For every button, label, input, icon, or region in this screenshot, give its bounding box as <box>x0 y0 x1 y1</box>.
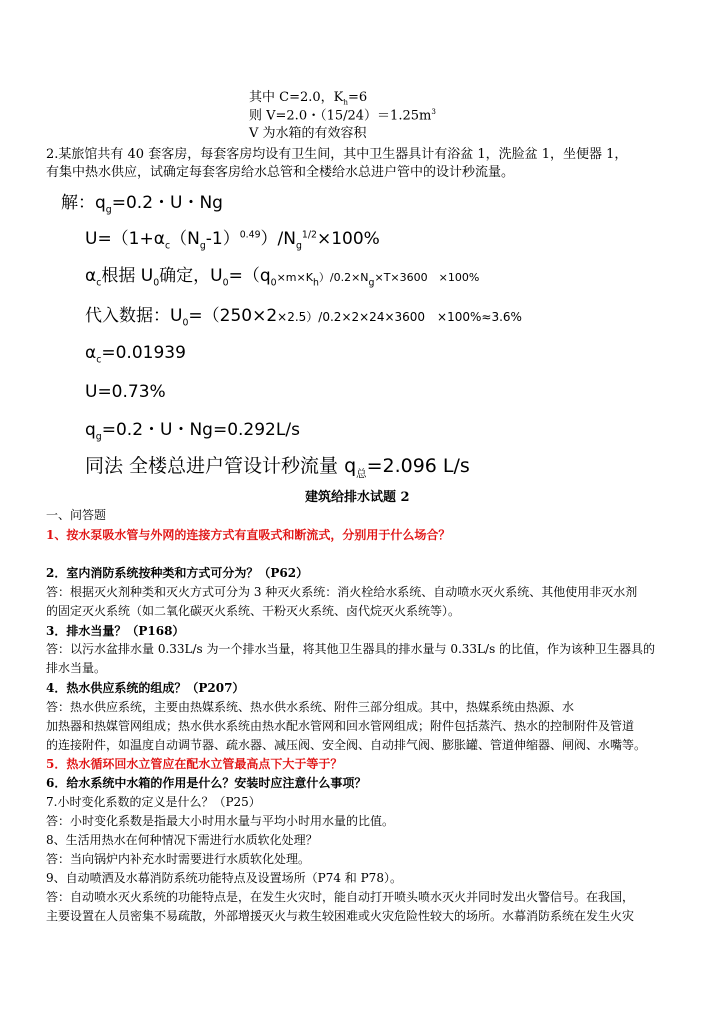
qa-line: 主要设置在人员密集不易疏散，外部增援灭火与救生较困难或火灾危险性较大的场所。水幕消防系统在发生火灾 <box>46 909 635 923</box>
volume-note: V 为水箱的有效容积 <box>249 126 367 141</box>
qa-line: 3．排水当量？（P168） <box>46 624 185 638</box>
qa-line: 4．热水供应系统的组成？（P207） <box>46 681 245 695</box>
qa-line: 8、生活用热水在何种情况下需进行水质软化处理？ <box>46 833 318 847</box>
qa-line: 5．热水循环回水立管应在配水立管最高点下大于等于？ <box>46 757 343 771</box>
qa-line: 答：根据灭火剂种类和灭火方式可分为 3 种灭火系统：消火栓给水系统、自动喷水灭火系统、其他使用非灭水剂 <box>46 585 638 599</box>
qa-line: 答：热水供应系统，主要由热媒系统、热水供水系统、附件三部分组成。其中，热媒系统由热源、水 <box>46 700 575 714</box>
qa-line: 7.小时变化系数的定义是什么？（P25） <box>46 795 261 809</box>
section-heading: 一、问答题 <box>46 508 107 522</box>
question-2-line2: 有集中热水供应，试确定每套客房给水总管和全楼给水总进户管中的设计秒流量。 <box>46 165 515 180</box>
solution-line-7: $q_g=0.2$・U・Ng=0.292L/s <box>85 420 300 443</box>
qa-line: 1、按水泵吸水管与外网的连接方式有直吸式和断流式，分别用于什么场合？ <box>46 528 451 542</box>
solution-line-6: U=0.73% <box>85 382 166 402</box>
qa-line: 加热器和热媒管网组成；热水供水系统由热水配水管网和回水管网组成；附件包括蒸汽、热水的控制附件及管道 <box>46 719 635 733</box>
solution-line-1: 解：$q_g=0.2$・U・Ng <box>61 193 223 216</box>
formula-c-kh: 其中 C=2.0，$K_h=6$ <box>249 90 368 107</box>
solution-line-2: $U=(1+\alpha_c(N_g-1)^{0.49})/N_g^{1/2}\times 100\%$ <box>85 229 380 252</box>
qa-line: 2．室内消防系统按种类和方式可分为？（P62） <box>46 566 309 580</box>
solution-line-5: $\alpha_c=0.01939$ <box>85 343 186 366</box>
qa-line: 答：当向锅炉内补充水时需要进行水质软化处理。 <box>46 852 311 866</box>
qa-line: 的固定灭火系统（如二氧化碳灭火系统、干粉灭火系统、卤代烷灭火系统等）。 <box>46 604 461 618</box>
section-title: 建筑给排水试题 2 <box>305 490 410 505</box>
solution-line-4: 代入数据：$U_0=(250\times 2\times 2.5)/0.2\times 2\times 24\times 3600$ ×100%≈3.6% <box>85 306 522 329</box>
formula-volume: 则 V=2.0・$(15/24)=1.25m^3$ <box>249 107 436 124</box>
solution-line-3: $\alpha_c$根据 $U_0$确定，$U_0=(q_0\times m\times K_h)/0.2\times N_g\times T\times 3600$ ×100% <box>85 266 480 289</box>
question-2-line1: 2.某旅馆共有 40 套客房，每套客房均设有卫生间，其中卫生器具计有浴盆 1，洗脸盆 1，坐便器 1， <box>46 147 628 162</box>
qa-line: 排水当量。 <box>46 661 107 675</box>
qa-line: 答：小时变化系数是指最大小时用水量与平均小时用水量的比值。 <box>46 814 395 828</box>
qa-line: 答：自动喷水灭火系统的功能特点是，在发生火灾时，能自动打开喷头喷水灭火并同时发出火警信号。在我国， <box>46 890 635 904</box>
qa-line: 9、自动喷洒及水幕消防系统功能特点及设置场所（P74 和 P78）。 <box>46 871 402 885</box>
qa-line: 6．给水系统中水箱的作用是什么？安装时应注意什么事项？ <box>46 776 367 790</box>
qa-line: 的连接附件，如温度自动调节器、疏水器、减压阀、安全阀、自动排气阀、膨胀罐、管道伸缩器、闸阀、水嘴等。 <box>46 738 647 752</box>
qa-line: 答：以污水盆排水量 0.33L/s 为一个排水当量，将其他卫生器具的排水量与 0.33L/s 的比值，作为该种卫生器具的 <box>46 642 656 656</box>
solution-line-8: 同法 全楼总进户管设计秒流量 $q_总=2.096$ L/s <box>85 455 470 480</box>
